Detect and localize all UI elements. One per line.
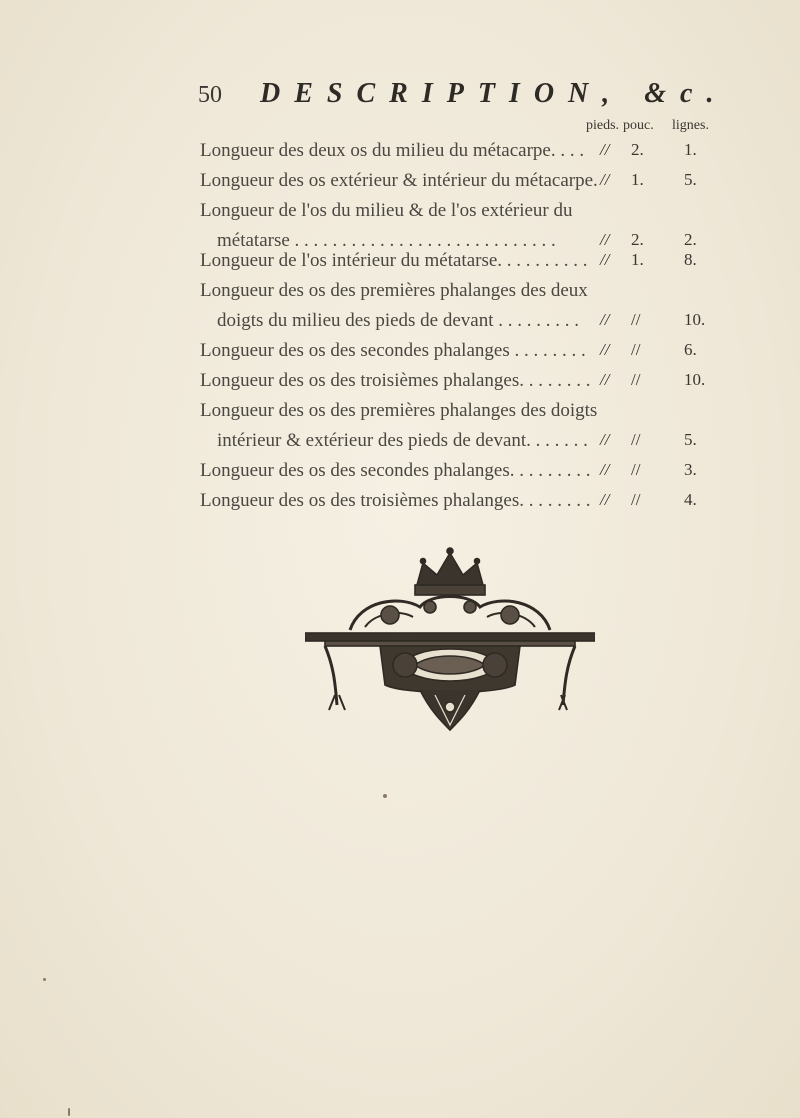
row-label-continued: doigts du milieu des pieds de devant . . . . . . . . .	[217, 310, 580, 331]
row-label: Longueur des os des troisièmes phalanges. . . . . . . .	[200, 370, 591, 391]
value-lines: 8.	[684, 250, 697, 269]
row-label-continued: intérieur & extérieur des pieds de devant. . . . . . .	[217, 430, 588, 451]
row-label: Longueur des os des premières phalanges des doigts	[200, 400, 598, 421]
column-header-feet: pieds.	[586, 118, 620, 133]
paper-speck	[68, 1108, 70, 1116]
row-label: Longueur de l'os du milieu & de l'os extérieur du	[200, 200, 573, 221]
value-lines: 10.	[684, 370, 706, 389]
value-inches: //	[631, 340, 641, 359]
value-lines: 3.	[684, 460, 697, 479]
value-feet: //	[600, 230, 610, 249]
value-inches: 2.	[631, 140, 644, 159]
row-label: Longueur des os extérieur & intérieur du métacarpe.	[200, 170, 598, 191]
value-lines: 5.	[684, 170, 697, 189]
value-inches: 1.	[631, 250, 644, 269]
value-feet: //	[600, 140, 610, 159]
row-label: Longueur des os des secondes phalanges . . . . . . . .	[200, 340, 586, 361]
row-label: Longueur des os des premières phalanges des deux	[200, 280, 588, 301]
row-label: Longueur des os des troisièmes phalanges. . . . . . . .	[200, 490, 591, 511]
column-headers	[0, 118, 800, 138]
table-row	[200, 400, 800, 460]
paper-speck	[383, 794, 387, 798]
value-feet: //	[600, 170, 610, 189]
value-lines: 4.	[684, 490, 697, 509]
row-label: Longueur de l'os intérieur du métatarse. . . . . . . . . .	[200, 250, 588, 271]
value-inches: //	[631, 430, 641, 449]
crowned-cartouche-vignette-icon	[305, 545, 595, 735]
value-feet: //	[600, 250, 610, 269]
value-inches: //	[631, 310, 641, 329]
value-inches: //	[631, 370, 641, 389]
value-feet: //	[600, 430, 610, 449]
column-header-lines: lignes.	[672, 118, 709, 133]
column-header-inches: pouc.	[623, 118, 654, 133]
value-feet: //	[600, 370, 610, 389]
value-inches: //	[631, 490, 641, 509]
value-lines: 2.	[684, 230, 697, 249]
value-lines: 1.	[684, 140, 697, 159]
paper-speck	[43, 978, 46, 981]
value-inches: 2.	[631, 230, 644, 249]
row-label: Longueur des deux os du milieu du métacarpe. . . .	[200, 140, 585, 161]
value-lines: 10.	[684, 310, 706, 329]
running-title: DESCRIPTION, &c.	[260, 78, 728, 109]
row-label: Longueur des os des secondes phalanges. . . . . . . . .	[200, 460, 591, 481]
value-feet: //	[600, 340, 610, 359]
value-feet: //	[600, 490, 610, 509]
table-row	[200, 280, 800, 340]
value-lines: 5.	[684, 430, 697, 449]
value-feet: //	[600, 460, 610, 479]
value-feet: //	[600, 310, 610, 329]
value-lines: 6.	[684, 340, 697, 359]
value-inches: //	[631, 460, 641, 479]
row-label-continued: métatarse . . . . . . . . . . . . . . . . . . . . . . . . . . . .	[217, 230, 556, 251]
page-number: 50	[198, 82, 222, 108]
page-header	[198, 78, 728, 118]
value-inches: 1.	[631, 170, 644, 189]
